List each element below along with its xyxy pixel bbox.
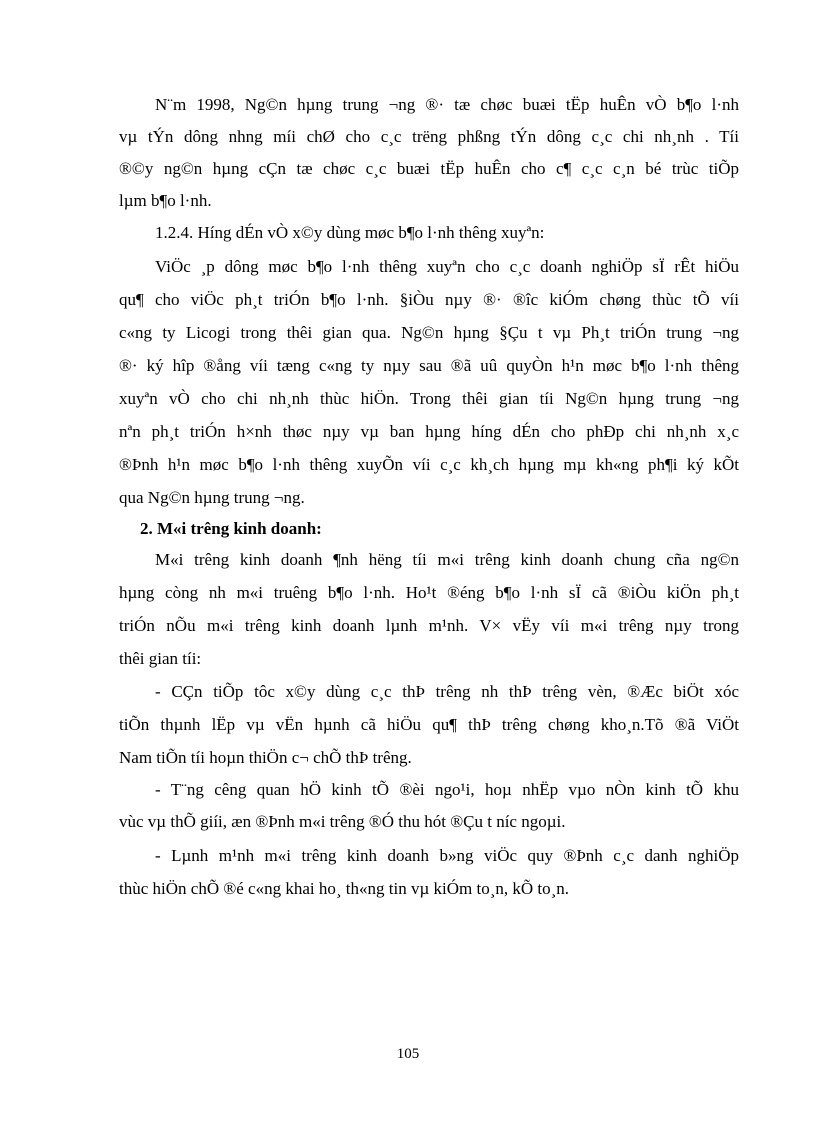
paragraph-line: nªn ph¸t triÓn h×nh thøc nµy vµ ban hµng híng dÉn cho phÐp chi nh¸nh x¸c xyxy=(119,422,739,441)
list-item-line: - T¨ng cêng quan hÖ kinh tÕ ®èi ngo¹i, hoµ nhËp vµo nÒn kinh tÕ khu xyxy=(155,780,739,799)
paragraph-line: ®· ký hîp ®ång víi tæng c«ng ty nµy sau ®ã uû quyÒn h¹n møc b¶o l·nh thêng xyxy=(119,356,739,375)
paragraph-line: vµ tÝn dông nhng míi chØ cho c¸c trëng phßng tÝn dông c¸c chi nh¸nh . Tíi xyxy=(119,127,739,146)
list-item-line: vùc vµ thÕ giíi, æn ®Þnh m«i trêng ®Ó thu hót ®Çu t níc ngoµi. xyxy=(119,812,566,831)
paragraph-line: hµng còng nh m«i truêng b¶o l·nh. Ho¹t ®éng b¶o l·nh sÏ cã ®iÒu kiÖn ph¸t xyxy=(119,583,739,602)
list-item-line: - Lµnh m¹nh m«i trêng kinh doanh b»ng viÖc quy ®Þnh c¸c danh nghiÖp xyxy=(155,846,739,865)
list-item-line: thùc hiÖn chÕ ®é c«ng khai ho¸ th«ng tin vµ kiÓm to¸n, kÕ to¸n. xyxy=(119,879,570,898)
paragraph-line: ®©y ng©n hµng cÇn tæ chøc c¸c buæi tËp huÊn cho c¶ c¸c c¸n bé trùc tiÕp xyxy=(119,159,739,178)
paragraph-line: qu¶ cho viÖc ph¸t triÓn b¶o l·nh. §iÒu nµy ®· ®îc kiÓm chøng thùc tÕ víi xyxy=(119,290,739,309)
list-item-line: tiÕn thµnh lËp vµ vËn hµnh cã hiÖu qu¶ thÞ trêng chøng kho¸n.Tõ ®ã ViÖt xyxy=(119,715,739,734)
paragraph-line: qua Ng©n hµng trung ¬ng. xyxy=(119,488,305,507)
paragraph-line: thêi gian tíi: xyxy=(119,649,202,668)
paragraph-line: lµm b¶o l·nh. xyxy=(119,191,212,210)
paragraph-line: c«ng ty Licogi trong thêi gian qua. Ng©n hµng §Çu t vµ Ph¸t triÓn trung ¬ng xyxy=(119,323,739,342)
paragraph-line: triÓn nÕu m«i trêng kinh doanh lµnh m¹nh. V× vËy víi m«i trêng nµy trong xyxy=(119,616,739,635)
paragraph-line: N¨m 1998, Ng©n hµng trung ¬ng ®· tæ chøc buæi tËp huÊn vÒ b¶o l·nh xyxy=(155,95,739,114)
list-item-line: Nam tiÕn tíi hoµn thiÖn c¬ chÕ thÞ trêng. xyxy=(119,748,412,767)
paragraph-line: ®Þnh h¹n møc b¶o l·nh thêng xuyÕn víi c¸c kh¸ch hµng mµ kh«ng ph¶i ký kÕt xyxy=(119,455,739,474)
paragraph-line: M«i trêng kinh doanh ¶nh hëng tíi m«i trêng kinh doanh chung cña ng©n xyxy=(155,550,739,569)
page-number: 105 xyxy=(396,1046,420,1062)
paragraph-line: xuyªn vÒ cho chi nh¸nh thùc hiÖn. Trong thêi gian tíi Ng©n hµng trung ¬ng xyxy=(119,389,739,408)
paragraph-line: ViÖc ¸p dông møc b¶o l·nh thêng xuyªn cho c¸c doanh nghiÖp sÏ rÊt hiÖu xyxy=(155,257,739,276)
list-item-line: - CÇn tiÕp tôc x©y dùng c¸c thÞ trêng nh thÞ trêng vèn, ®Æc biÖt xóc xyxy=(155,682,739,701)
section-heading: 2. M«i trêng kinh doanh: xyxy=(140,519,322,538)
section-heading: 1.2.4. Híng dÉn vÒ x©y dùng møc b¶o l·nh thêng xuyªn: xyxy=(155,223,545,242)
